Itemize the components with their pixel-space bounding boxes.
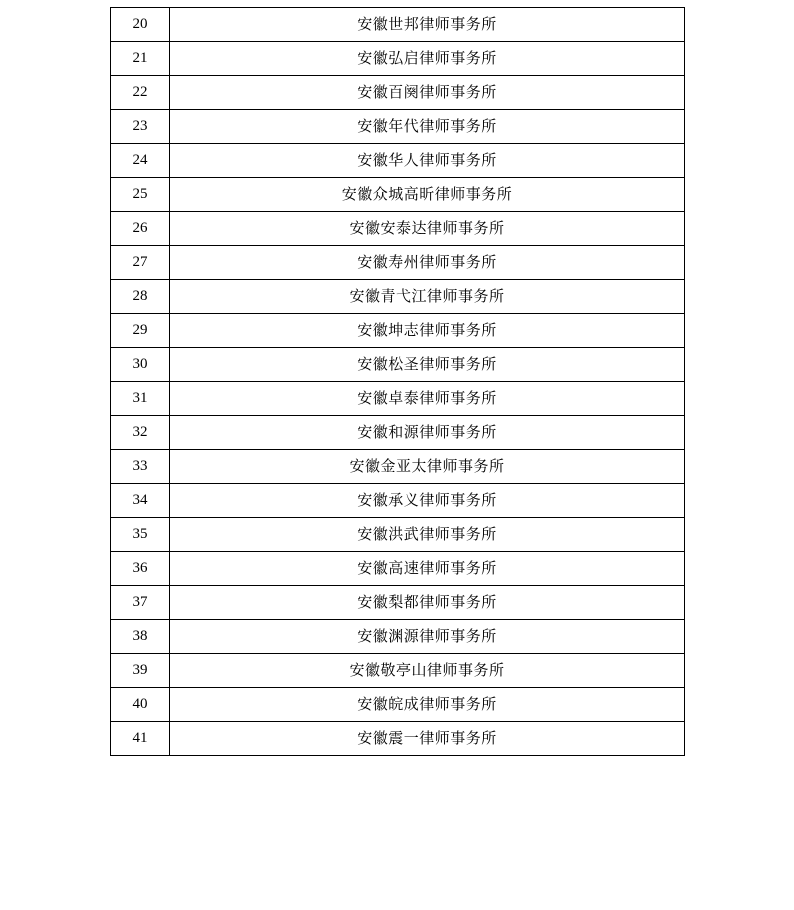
law-firm-name-cell: 安徽金亚太律师事务所: [170, 450, 685, 484]
law-firm-name-cell: 安徽年代律师事务所: [170, 110, 685, 144]
law-firm-name-cell: 安徽梨都律师事务所: [170, 586, 685, 620]
table-row: [111, 144, 685, 178]
table-row: [111, 518, 685, 552]
law-firm-table: [110, 7, 685, 756]
law-firm-name-cell: 安徽洪武律师事务所: [170, 518, 685, 552]
table-row: [111, 450, 685, 484]
row-index-cell: 23: [111, 110, 170, 144]
law-firm-name-cell: 安徽安泰达律师事务所: [170, 212, 685, 246]
row-index-cell: 32: [111, 416, 170, 450]
row-index-cell: 28: [111, 280, 170, 314]
table-row: [111, 8, 685, 42]
table-row: [111, 654, 685, 688]
law-firm-table-container: [110, 7, 684, 756]
row-index-cell: 22: [111, 76, 170, 110]
law-firm-name-cell: 安徽众城高昕律师事务所: [170, 178, 685, 212]
law-firm-name-cell: 安徽坤志律师事务所: [170, 314, 685, 348]
law-firm-name-cell: 安徽震一律师事务所: [170, 722, 685, 756]
table-row: [111, 42, 685, 76]
table-row: [111, 314, 685, 348]
table-row: [111, 416, 685, 450]
law-firm-name-cell: 安徽卓泰律师事务所: [170, 382, 685, 416]
row-index-cell: 34: [111, 484, 170, 518]
law-firm-name-cell: 安徽百阕律师事务所: [170, 76, 685, 110]
table-row: [111, 110, 685, 144]
row-index-cell: 39: [111, 654, 170, 688]
row-index-cell: 26: [111, 212, 170, 246]
table-row: [111, 76, 685, 110]
row-index-cell: 41: [111, 722, 170, 756]
law-firm-name-cell: 安徽和源律师事务所: [170, 416, 685, 450]
row-index-cell: 40: [111, 688, 170, 722]
table-row: [111, 722, 685, 756]
law-firm-name-cell: 安徽寿州律师事务所: [170, 246, 685, 280]
table-body: [111, 8, 685, 756]
row-index-cell: 20: [111, 8, 170, 42]
row-index-cell: 25: [111, 178, 170, 212]
law-firm-name-cell: 安徽敬亭山律师事务所: [170, 654, 685, 688]
table-row: [111, 484, 685, 518]
law-firm-name-cell: 安徽承义律师事务所: [170, 484, 685, 518]
row-index-cell: 33: [111, 450, 170, 484]
row-index-cell: 38: [111, 620, 170, 654]
table-row: [111, 178, 685, 212]
law-firm-name-cell: 安徽世邦律师事务所: [170, 8, 685, 42]
law-firm-name-cell: 安徽渊源律师事务所: [170, 620, 685, 654]
row-index-cell: 24: [111, 144, 170, 178]
row-index-cell: 27: [111, 246, 170, 280]
row-index-cell: 36: [111, 552, 170, 586]
row-index-cell: 29: [111, 314, 170, 348]
table-row: [111, 246, 685, 280]
row-index-cell: 35: [111, 518, 170, 552]
table-row: [111, 212, 685, 246]
row-index-cell: 21: [111, 42, 170, 76]
table-row: [111, 382, 685, 416]
row-index-cell: 30: [111, 348, 170, 382]
law-firm-name-cell: 安徽青弋江律师事务所: [170, 280, 685, 314]
row-index-cell: 37: [111, 586, 170, 620]
law-firm-name-cell: 安徽弘启律师事务所: [170, 42, 685, 76]
law-firm-name-cell: 安徽高速律师事务所: [170, 552, 685, 586]
table-row: [111, 688, 685, 722]
table-row: [111, 552, 685, 586]
table-row: [111, 586, 685, 620]
table-row: [111, 280, 685, 314]
row-index-cell: 31: [111, 382, 170, 416]
law-firm-name-cell: 安徽松圣律师事务所: [170, 348, 685, 382]
table-row: [111, 348, 685, 382]
table-row: [111, 620, 685, 654]
law-firm-name-cell: 安徽华人律师事务所: [170, 144, 685, 178]
law-firm-name-cell: 安徽皖成律师事务所: [170, 688, 685, 722]
